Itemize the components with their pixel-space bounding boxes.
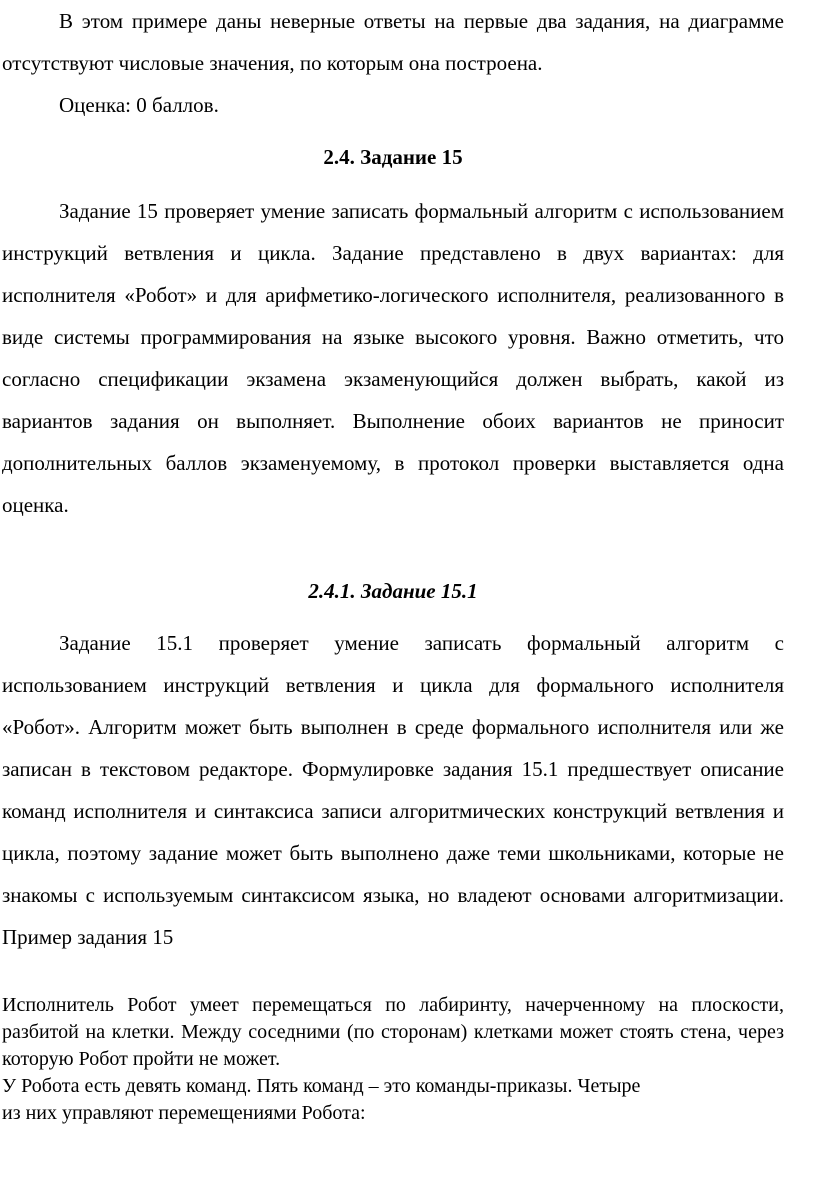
intro-paragraph: В этом примере даны неверные ответы на первые два задания, на диаграмме отсутствуют числовые значения, по которым она построена. — [2, 9, 784, 75]
section-heading-2-4: 2.4. Задание 15 — [323, 145, 463, 169]
section-2-4-paragraph: Задание 15 проверяет умение записать формальный алгоритм с использованием инструкций ветвления и цикла. Задание представлено в двух вариантах: для исполнителя «Робот» и для арифметико-логического исполнителя, реализованного в виде системы программирования на языке высокого уровня. Важно отметить, что согласно спецификации экзамена экзаменующийся должен выбрать, какой из вариантов задания он выполняет. Выполнение обоих вариантов не приносит дополнительных баллов экзаменуемому, в протокол проверки выставляется одна оценка. — [2, 199, 784, 517]
section-2-4-1-paragraph: Задание 15.1 проверяет умение записать формальный алгоритм с использованием инструкций ветвления и цикла для формального исполнителя «Робот». Алгоритм может быть выполнен в среде формального исполнителя или же записан в текстовом редакторе. Формулировке задания 15.1 предшествует описание команд исполнителя и синтаксиса записи алгоритмических конструкций ветвления и цикла, поэтому задание может быть выполнено даже теми школьниками, которые не знакомы с используемым синтаксисом языка, но владеют основами алгоритмизации. Пример задания 15 — [2, 631, 784, 949]
example-paragraph: Исполнитель Робот умеет перемещаться по лабиринту, начерченному на плоскости, разбитой на клетки. Между соседними (по сторонам) клетками может стоять стена, через которую Робот пройти не может. — [2, 994, 784, 1070]
example-commands-line-1: У Робота есть девять команд. Пять команд – это команды-приказы. Четыре — [2, 1075, 641, 1097]
example-commands-line-2: из них управляют перемещениями Робота: — [2, 1102, 366, 1124]
section-heading-2-4-1: 2.4.1. Задание 15.1 — [308, 579, 478, 603]
score-line: Оценка: 0 баллов. — [59, 93, 219, 117]
